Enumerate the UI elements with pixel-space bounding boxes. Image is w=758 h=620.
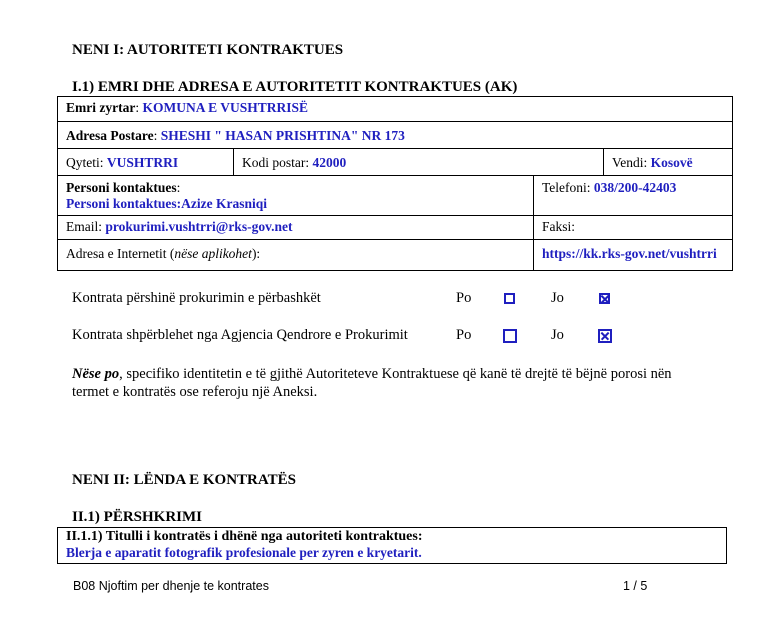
section2-subtitle: II.1) PËRSHKRIMI (72, 509, 203, 525)
city-cell (58, 149, 234, 176)
central-agency-yes-checkbox[interactable] (503, 329, 517, 343)
city-value: VUSHTRRI (106, 155, 179, 170)
joint-procurement-no-checkbox[interactable] (599, 293, 610, 304)
city-label: Qyteti: (66, 155, 104, 170)
country-label: Vendi: (612, 155, 648, 170)
contact-label: Personi kontaktues (66, 180, 177, 195)
central-agency-no-label: Jo (551, 327, 564, 343)
section2-title: NENI II: LËNDA E KONTRATËS (72, 472, 296, 488)
joint-procurement-question: Kontrata përshinë prokurimin e përbashkët (72, 290, 321, 306)
central-agency-question: Kontrata shpërblehet nga Agjencia Qendrore e Prokurimit (72, 327, 408, 343)
official-name-label: Emri zyrtar (66, 100, 136, 115)
country-cell (604, 149, 733, 176)
fax-label: Faksi: (542, 219, 576, 234)
website-value-cell (534, 240, 733, 271)
official-name-value: KOMUNA E VUSHTRRISË (142, 100, 309, 115)
contact-cell: Personi kontaktues: Personi kontaktues:Azize Krasniqi (58, 176, 534, 216)
central-agency-no-checkbox[interactable] (598, 329, 612, 343)
website-label: Adresa e Internetit (66, 246, 167, 261)
email-cell (58, 216, 534, 240)
phone-value: 038/200-42403 (593, 180, 677, 195)
note-lead: Nëse po (72, 366, 120, 382)
contract-title-box (57, 527, 727, 564)
email-label: Email: (66, 219, 102, 234)
postal-code-value: 42000 (312, 155, 347, 170)
joint-procurement-no-label: Jo (551, 290, 564, 306)
website-value: https://kk.rks-gov.net/vushtrri (542, 246, 717, 261)
website-cell: Adresa e Internetit (nëse aplikohet): (58, 240, 534, 271)
footer-document-name: B08 Njoftim per dhenje te kontrates (73, 579, 269, 593)
phone-label: Telefoni: (542, 180, 591, 195)
contract-title-label: II.1.1) Titulli i kontratës i dhënë nga autoriteti kontraktues: (66, 529, 423, 544)
section1-title: NENI I: AUTORITETI KONTRAKTUES (72, 42, 344, 58)
footer-page-number: 1 / 5 (623, 579, 648, 593)
note-text: , specifiko identitetin e të gjithë Autoriteteve Kontraktuese që kanë të drejtë të bëjnë porosi nën termet e kontratës ose referoju një Aneksi. (72, 366, 672, 400)
note-paragraph (72, 365, 712, 401)
website-note: nëse aplikohet (174, 246, 252, 261)
contracting-authority-table (57, 96, 733, 271)
postal-address-cell: Adresa Postare: SHESHI " HASAN PRISHTINA" NR 173 (58, 122, 733, 149)
postal-code-cell (234, 149, 604, 176)
joint-procurement-yes-checkbox[interactable] (504, 293, 515, 304)
country-value: Kosovë (650, 155, 693, 170)
postal-address-label: Adresa Postare (66, 128, 154, 143)
contact-value: Personi kontaktues:Azize Krasniqi (66, 196, 267, 211)
fax-cell (534, 216, 733, 240)
postal-code-label: Kodi postar: (242, 155, 310, 170)
postal-address-value: SHESHI " HASAN PRISHTINA" NR 173 (160, 128, 405, 143)
central-agency-yes-label: Po (456, 327, 472, 343)
section1-subtitle: I.1) EMRI DHE ADRESA E AUTORITETIT KONTRAKTUES (AK) (72, 79, 518, 95)
email-value: prokurimi.vushtrri@rks-gov.net (105, 219, 293, 234)
phone-cell (534, 176, 733, 216)
joint-procurement-yes-label: Po (456, 290, 472, 306)
contract-title-value: Blerja e aparatit fotografik profesionale per zyren e kryetarit. (66, 545, 422, 560)
official-name-cell: Emri zyrtar: KOMUNA E VUSHTRRISË (58, 97, 733, 122)
